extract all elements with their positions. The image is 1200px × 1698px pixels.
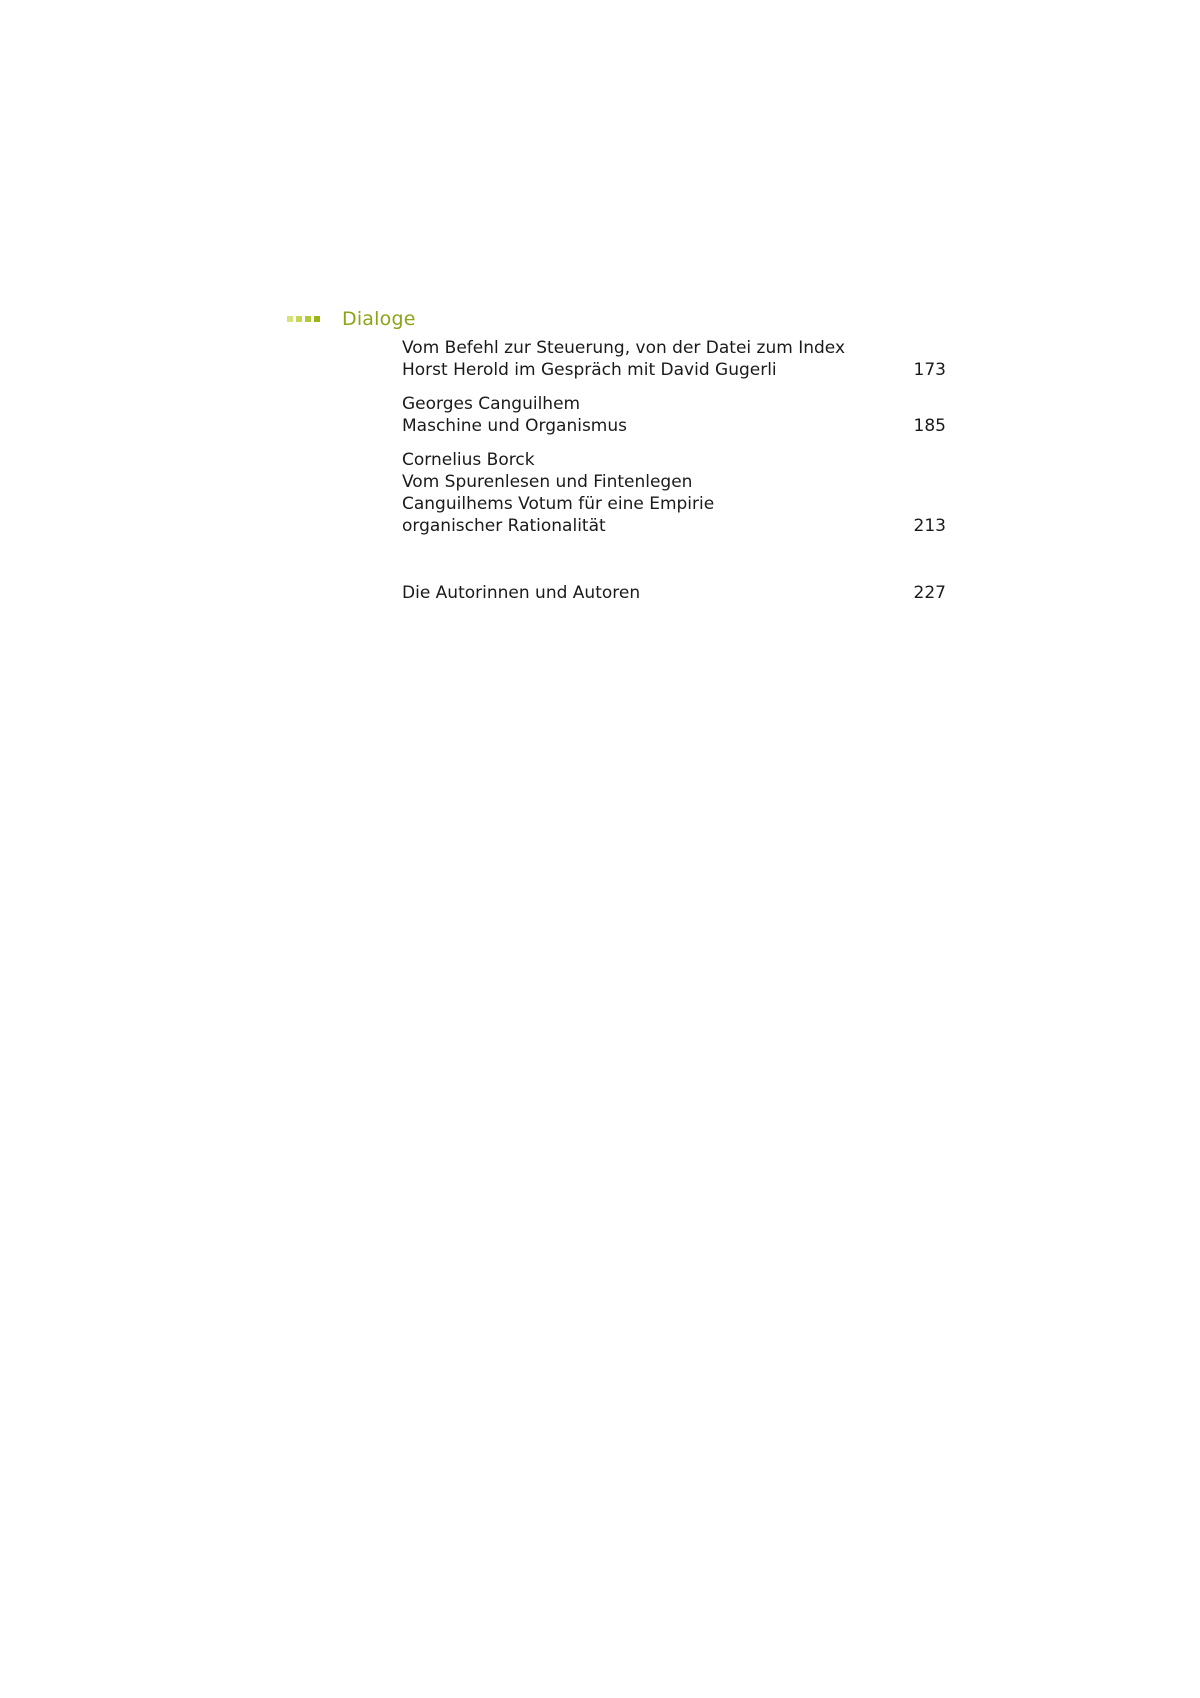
marker-square xyxy=(287,316,293,322)
toc-entry-line: Maschine und Organismus xyxy=(402,416,627,436)
toc-entry-line: Vom Spurenlesen und Fintenlegen xyxy=(402,472,693,492)
toc-entry-line: organischer Rationalität xyxy=(402,516,606,536)
toc-entry-line: Vom Befehl zur Steuerung, von der Datei zum Index xyxy=(402,338,846,358)
section-heading xyxy=(287,305,416,333)
toc-entry[interactable] xyxy=(402,582,946,604)
toc-entry-line: Horst Herold im Gespräch mit David Gugerli xyxy=(402,360,777,380)
marker-square xyxy=(314,316,320,322)
toc-entry[interactable] xyxy=(402,337,946,381)
toc-page-number: 227 xyxy=(913,583,946,603)
marker-square xyxy=(305,316,311,322)
toc-entry-line: Georges Canguilhem xyxy=(402,394,581,414)
toc-page-number: 173 xyxy=(913,360,946,380)
toc-entry-line: Die Autorinnen und Autoren xyxy=(402,583,641,603)
toc-entry-line: Canguilhems Votum für eine Empirie xyxy=(402,494,715,514)
toc-page-number: 185 xyxy=(913,416,946,436)
section-title: Dialoge xyxy=(342,308,416,330)
toc-entry[interactable] xyxy=(402,393,946,437)
marker-square xyxy=(296,316,302,322)
section-marker-icon xyxy=(287,316,320,322)
toc-page-number: 213 xyxy=(913,516,946,536)
toc-entry[interactable] xyxy=(402,449,946,537)
table-of-contents xyxy=(402,337,946,604)
toc-entry-line: Cornelius Borck xyxy=(402,450,535,470)
